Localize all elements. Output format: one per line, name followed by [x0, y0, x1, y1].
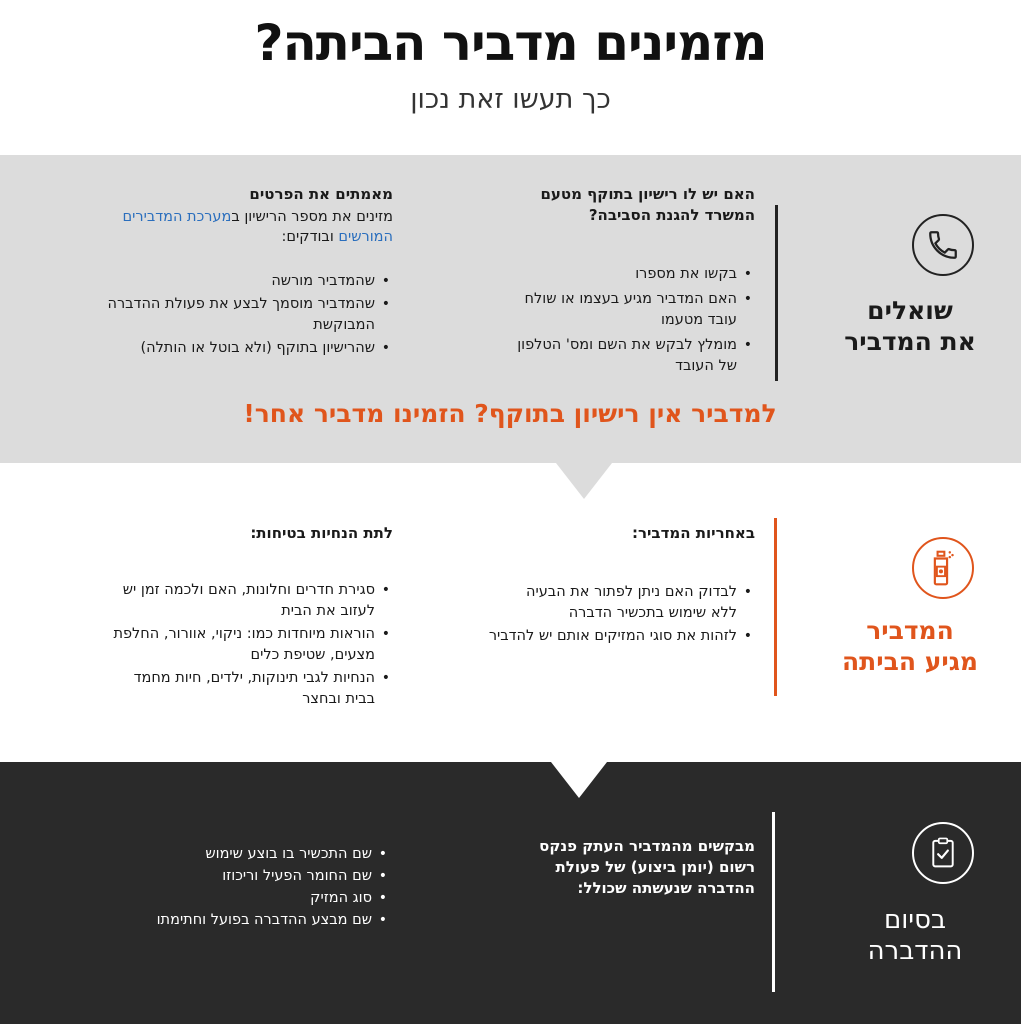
vertical-divider — [774, 518, 777, 696]
section-label-line2: את המדביר — [844, 327, 976, 356]
section-label-line2: מגיע הביתה — [841, 647, 978, 676]
list-item: • שהרישיון בתוקף (ולא בוטל או הותלה) — [48, 338, 375, 359]
licensed-exterminators-link-cont[interactable]: המורשים — [338, 229, 393, 245]
bullet-list — [455, 264, 755, 377]
bullet-list — [100, 844, 390, 931]
column-heading: מאמתים את הפרטים — [249, 185, 393, 203]
warning-text: למדביר אין רישיון בתוקף? הזמינו מדביר אחר! — [243, 399, 777, 428]
logbook-contents-column — [100, 844, 390, 931]
section-label-line1: המדביר — [866, 616, 954, 645]
exterminator-responsibility-column — [430, 523, 755, 647]
section-label — [810, 615, 1010, 677]
section-label-line1: בסיום — [883, 905, 947, 935]
list-item: • שם מבצע ההדברה בפועל וחתימתו — [100, 910, 372, 931]
vertical-divider — [775, 205, 778, 381]
list-item: • בקשו את מספרו — [455, 264, 737, 285]
intro-text: מזינים את מספר הרישיון במערכת המדבירים המורשים ובודקים: — [122, 209, 393, 245]
phone-icon — [912, 214, 974, 276]
verify-details-column — [48, 184, 393, 359]
list-item: • הוראות מיוחדות כמו: ניקוי, אוורור, החלפת מצעים, שטיפת כלים — [55, 624, 375, 666]
vertical-divider — [772, 812, 775, 992]
list-item: • מומלץ לבקש את השם ומס' הטלפון של העובד — [455, 335, 737, 377]
list-item: • שם התכשיר בו בוצע שימוש — [100, 844, 372, 865]
spray-can-icon — [912, 537, 974, 599]
list-item: • הנחיות לגבי תינוקות, ילדים, חיות מחמד בבית ובחצר — [55, 668, 375, 710]
section-label — [830, 905, 1000, 967]
column-heading: לתת הנחיות בטיחות: — [250, 524, 393, 542]
licensed-exterminators-link[interactable]: מערכת המדבירים — [122, 209, 232, 225]
list-item: • שהמדביר מורשה — [48, 271, 375, 292]
column-heading: באחריות המדביר: — [631, 524, 755, 542]
list-item: • שהמדביר מוסמך לבצע את פעולת ההדברה המבוקשת — [48, 294, 375, 336]
section-pointer — [556, 463, 612, 499]
list-item: • לבדוק האם ניתן לפתור את הבעיה ללא שימוש בתכשיר הדברה — [430, 582, 737, 624]
bullet-list — [48, 271, 393, 359]
list-item: • סגירת חדרים וחלונות, האם ולכמה זמן יש לעזוב את הבית — [55, 580, 375, 622]
license-check-column — [455, 184, 755, 377]
list-item: • לזהות את סוגי המזיקים אותם יש להדביר — [430, 626, 737, 647]
section-label-line2: ההדברה — [867, 936, 963, 966]
bullet-list — [430, 582, 755, 647]
clipboard-check-icon — [912, 822, 974, 884]
page-title: מזמינים מדביר הביתה? — [254, 14, 767, 72]
bullet-list — [55, 580, 393, 710]
logbook-request-text: מבקשים מהמדביר העתק פנקס רשום (יומן ביצוע) של פעולת ההדברה שנעשתה שכולל: — [539, 837, 755, 897]
column-heading: האם יש לו רישיון בתוקף מטעם המשרד להגנת הסביבה? — [540, 185, 755, 224]
section-label-line1: שואלים — [867, 296, 953, 325]
page-subtitle: כך תעשו זאת נכון — [410, 84, 611, 115]
list-item: • סוג המזיק — [100, 888, 372, 909]
section-pointer — [551, 762, 607, 798]
safety-instructions-column — [55, 523, 393, 710]
list-item: • שם החומר הפעיל וריכוזו — [100, 866, 372, 887]
list-item: • האם המדביר מגיע בעצמו או שולח עובד מטעמו — [455, 289, 737, 331]
section-label — [820, 295, 1000, 357]
